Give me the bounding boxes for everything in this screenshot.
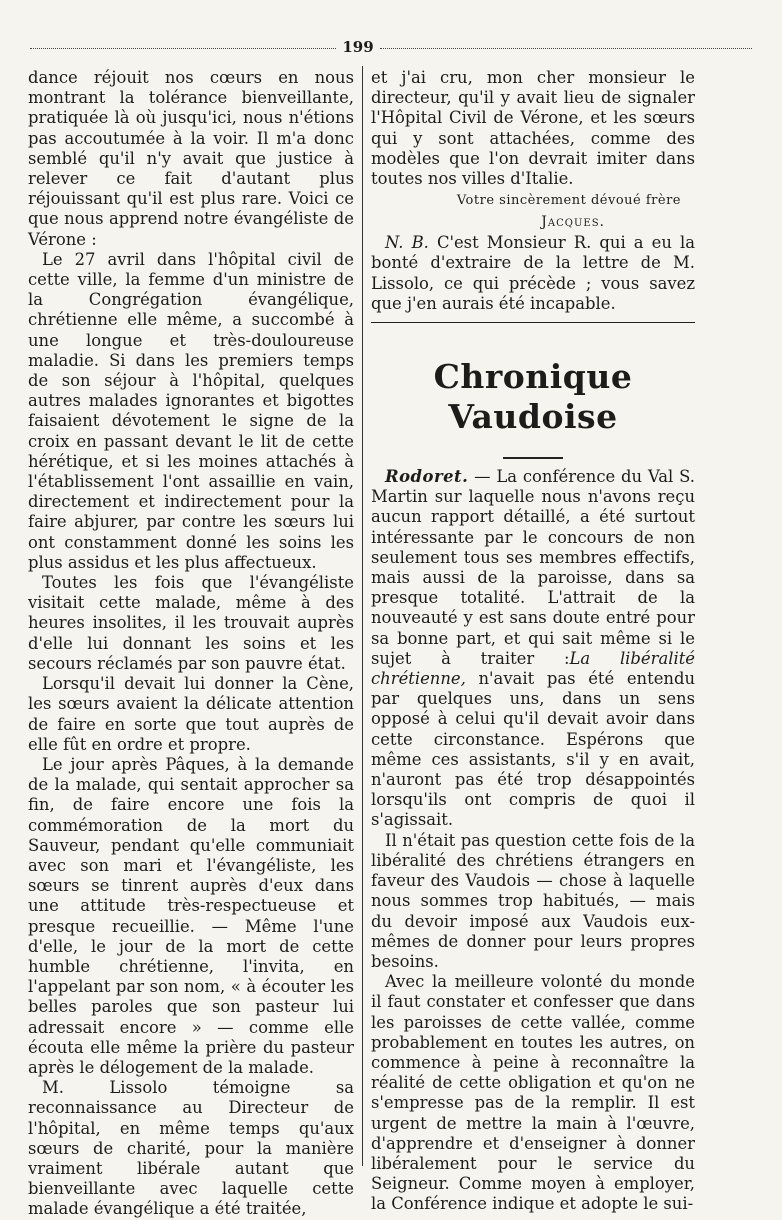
section-title: Chronique Vaudoise bbox=[433, 357, 633, 437]
letter-closing-paragraph: et j'ai cru, mon cher monsieur le directeur, qu'il y avait lieu de signaler l'Hôpital Civil de Vérone, et les sœurs qui y sont attachées, comme des modèles que l'on devrait imiter dans toutes nos villes d'Italie. bbox=[371, 68, 695, 189]
nb-label: N. B. bbox=[385, 233, 429, 253]
page-number: 199 bbox=[336, 38, 380, 56]
nb-note bbox=[371, 233, 695, 314]
left-paragraph: Lorsqu'il devait lui donner la Cène, les sœurs avaient la délicate attention de faire en sorte que tout auprès de elle fût en ordre et propre. bbox=[28, 674, 354, 754]
nb-text: C'est Monsieur R. qui a eu la bonté d'extraire de la lettre de M. Lissolo, ce qui précède ; vous savez que j'en aurais été incapable. bbox=[371, 233, 696, 313]
left-paragraph: Toutes les fois que l'évangéliste visitait cette malade, même à des heures insolites, il les trouvait auprès d'elle lui donnant les soins et les secours réclamés par son pauvre état. bbox=[28, 573, 354, 673]
chronicle-text: n'avait pas été entendu par quelques uns, dans un sens opposé à celui qu'il devait avoir dans cette circonstance. Espérons que même ces assistants, s'il y en avait, n'auront pas été trop désappointés lorsqu'ils ont compris de quoi il s'agissait. bbox=[371, 669, 695, 830]
left-paragraph: dance réjouit nos cœurs en nous montrant la tolérance bienveillante, pratiquée là où jusqu'ici, nous n'étions pas accoutumée à la voir. Il m'a donc semblé qu'il n'y avait que justice à relever ce fait d'autant plus réjouissant qu'il est plus rare. Voici ce que nous apprend notre évangéliste de Vérone : bbox=[28, 68, 354, 249]
chronicle-paragraph: Avec la meilleure volonté du monde il faut constater et confesser que dans les paroisses de cette vallée, comme probablement en toutes les autres, on commence à peine à reconnaître la réalité de cette obligation et qu'on ne s'empresse pas de la remplir. Il est urgent de mettre la main à l'œuvre, d'apprendre et d'enseigner à donner libéralement pour le service du Seigneur. Comme moyen à employer, la Conférence indique et adopte le sui- bbox=[371, 972, 695, 1214]
sign-off: Votre sincèrement dévoué frère bbox=[456, 193, 681, 209]
title-underline bbox=[503, 457, 563, 459]
signature: Jacques. bbox=[541, 214, 605, 231]
chronicle-text: — La conférence du Val S. Martin sur laquelle nous n'avons reçu aucun rapport détaillé, a été surtout intéressante par le concours de non seulement tous ses membres effectifs, mais aussi de la paroisse, dans sa presque totalité. L'attrait de la nouveauté y est sans doute entré pour sa bonne part, et qui sait même si le sujet à traiter : bbox=[371, 467, 695, 668]
left-paragraph: Le jour après Pâques, à la demande de la malade, qui sentait approcher sa fin, de faire encore une fois la commémoration de la mort du Sauveur, pendant qu'elle communiait avec son mari et l'évangéliste, les sœurs se tinrent auprès d'eux dans une attitude très-respectueuse et presque recueillie. — Même l'une d'elle, le jour de la mort de cette humble chrétienne, l'invita, en l'appelant par son nom, « à écouter les belles paroles que son pasteur lui adressait encore » — comme elle écouta elle même la prière du pasteur après le délogement de la malade. bbox=[28, 754, 354, 1077]
right-column bbox=[371, 68, 695, 1215]
left-paragraph: M. Lissolo témoigne sa reconnaissance au Directeur de l'hôpital, en même temps qu'aux sœurs de charité, pour la manière vraiment libérale autant que bienveillante avec laquelle cette malade évangélique a été traitée, bbox=[28, 1078, 354, 1219]
left-paragraph: Le 27 avril dans l'hôpital civil de cette ville, la femme d'un ministre de la Congrégation évangélique, chrétienne elle même, a succombé à une longue et très-douloureuse maladie. Si dans les premiers temps de son séjour à l'hôpital, quelques autres malades ignorantes et bigottes faisaient dévotement le signe de la croix en passant devant le lit de cette hérétique, et si les moines attachés à l'établissement l'ont assaillie en vain, directement et indirectement pour la faire abjurer, par contre les sœurs lui ont constamment donné les soins les plus assidus et les plus affectueux. bbox=[28, 249, 354, 572]
place-name: Rodoret. bbox=[385, 467, 469, 487]
topic-title: La libéralité chrétienne, bbox=[371, 648, 695, 689]
column-divider bbox=[362, 66, 363, 1166]
header-rule-left bbox=[30, 48, 336, 49]
section-rule bbox=[371, 322, 695, 323]
chronicle-paragraph bbox=[371, 467, 695, 831]
left-column bbox=[28, 68, 354, 1220]
header-rule-right bbox=[380, 48, 752, 49]
chronicle-paragraph: Il n'était pas question cette fois de la libéralité des chrétiens étrangers en faveur des Vaudois — chose à laquelle nous sommes trop habitués, — mais du devoir imposé aux Vaudois eux-mêmes de donner pour leurs propres besoins. bbox=[371, 830, 695, 971]
